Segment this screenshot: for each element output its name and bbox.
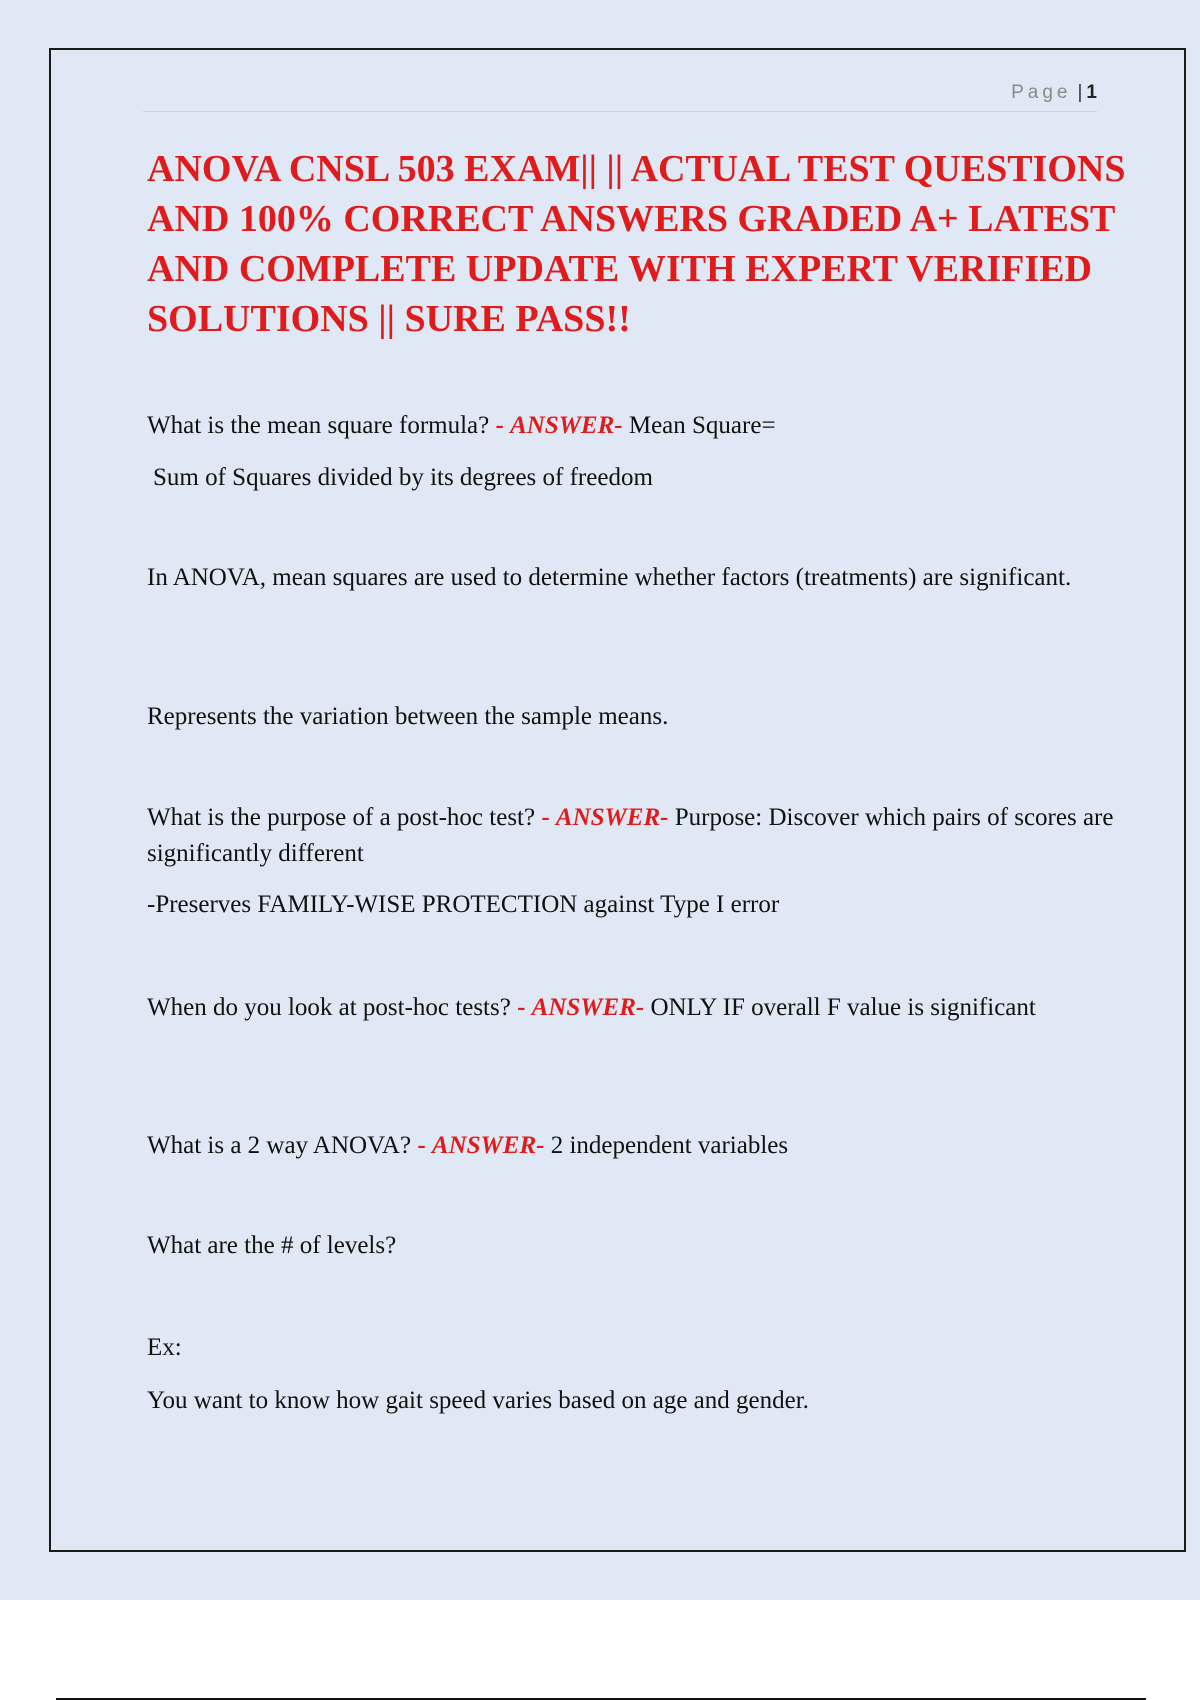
answer-paragraph: In ANOVA, mean squares are used to determine whether factors (treatments) are significant. bbox=[147, 564, 1072, 591]
answer-label: ANSWER- bbox=[510, 412, 623, 439]
answer-text: ONLY IF overall F value is significant bbox=[650, 994, 1036, 1021]
page-border bbox=[49, 48, 1186, 1552]
question-text: When do you look at post-hoc tests? bbox=[147, 994, 511, 1021]
answer-text: Mean Square= bbox=[628, 412, 776, 439]
answer-label: ANSWER- bbox=[555, 804, 669, 831]
qa-item bbox=[147, 408, 776, 444]
page-separator: | bbox=[1077, 82, 1083, 103]
qa-item bbox=[147, 800, 1117, 872]
answer-paragraph: Represents the variation between the sample means. bbox=[147, 703, 669, 730]
answer-dash: - bbox=[517, 994, 526, 1021]
answer-dash: - bbox=[495, 412, 504, 439]
answer-continuation: -Preserves FAMILY-WISE PROTECTION against Type I error bbox=[147, 891, 780, 918]
page-number: 1 bbox=[1086, 82, 1097, 103]
answer-text: Purpose: Discover which pairs of scores are significantly different bbox=[147, 804, 1114, 867]
answer-paragraph: Ex: bbox=[147, 1334, 182, 1361]
answer-label: ANSWER- bbox=[531, 994, 645, 1021]
answer-text: 2 independent variables bbox=[550, 1132, 789, 1159]
answer-dash: - bbox=[417, 1132, 426, 1159]
answer-dash: - bbox=[541, 804, 550, 831]
page-header bbox=[143, 78, 1097, 112]
answer-continuation: Sum of Squares divided by its degrees of freedom bbox=[153, 464, 653, 491]
question-text: What is the purpose of a post-hoc test? bbox=[147, 804, 536, 831]
answer-paragraph: What are the # of levels? bbox=[147, 1232, 397, 1259]
page-label: Page bbox=[1011, 82, 1072, 103]
answer-label: ANSWER- bbox=[431, 1132, 545, 1159]
question-text: What is the mean square formula? bbox=[147, 412, 490, 439]
qa-item bbox=[147, 1128, 788, 1164]
question-text: What is a 2 way ANOVA? bbox=[147, 1132, 412, 1159]
qa-item bbox=[147, 990, 1117, 1026]
document-title: ANOVA CNSL 503 EXAM|| || ACTUAL TEST QUESTIONS AND 100% CORRECT ANSWERS GRADED A+ LATEST AND COMPLETE UPDATE WITH EXPERT VERIFIED SOLUTIONS || SURE PASS!! bbox=[147, 148, 1126, 340]
answer-paragraph: You want to know how gait speed varies based on age and gender. bbox=[147, 1387, 809, 1414]
